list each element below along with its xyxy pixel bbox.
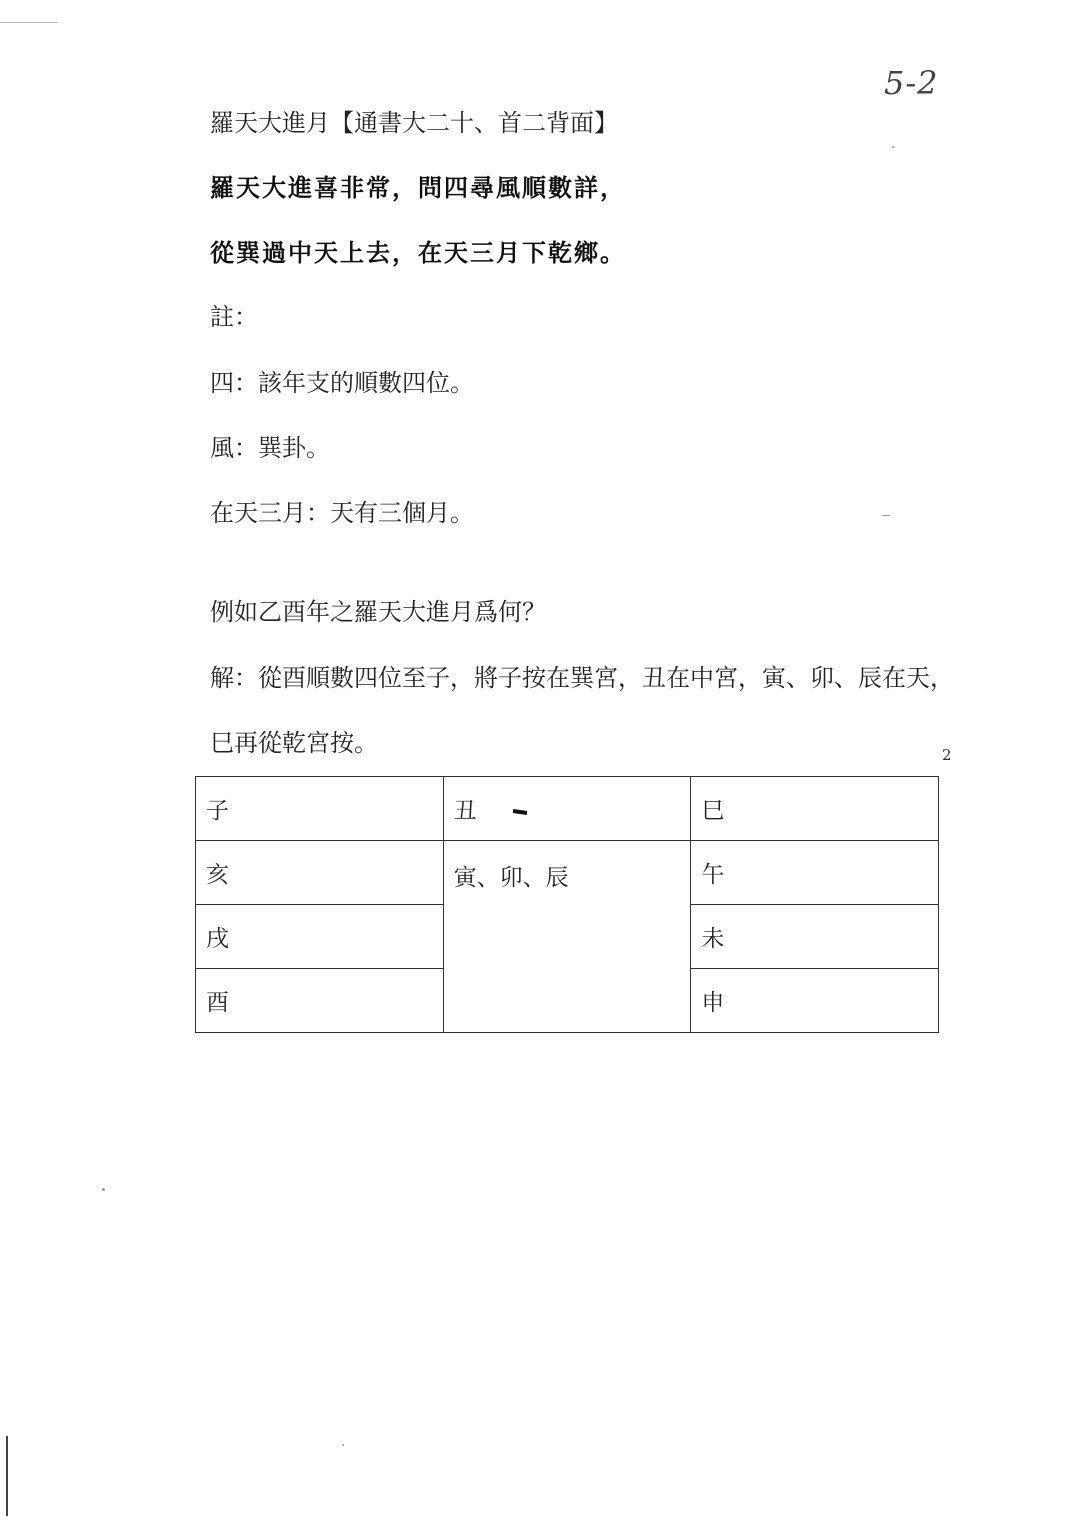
ink-dash-mark <box>512 809 526 815</box>
table-cell: 未 <box>691 905 939 969</box>
page-number: 2 <box>942 746 952 764</box>
table-cell <box>443 777 691 841</box>
scan-speck <box>342 1444 344 1446</box>
document-title: 羅天大進月【通書大二十、首二背面】 <box>210 109 618 137</box>
solution-line-1: 解：從酉順數四位至子，將子按在巽宮，丑在中宮，寅、卯、辰在天， <box>210 664 954 692</box>
scan-speck <box>882 515 890 516</box>
note-line-2: 風：巽卦。 <box>210 434 330 462</box>
scan-speck <box>102 1188 105 1191</box>
table-cell-text: 丑 <box>453 798 477 824</box>
verse-line-1: 羅天大進喜非常，問四尋風順數詳， <box>210 174 626 202</box>
table-cell-merged: 寅、卯、辰 <box>443 841 691 1033</box>
table-cell: 酉 <box>196 969 444 1033</box>
table-cell: 申 <box>691 969 939 1033</box>
solution-line-2: 巳再從乾宮按。 <box>210 729 378 757</box>
verse-line-2: 從巽過中天上去，在天三月下乾鄉。 <box>210 239 626 267</box>
note-line-1: 四：該年支的順數四位。 <box>210 369 474 397</box>
table-cell: 子 <box>196 777 444 841</box>
left-edge-line <box>6 1436 8 1516</box>
note-label: 註： <box>210 303 258 331</box>
table-cell: 午 <box>691 841 939 905</box>
table-cell: 亥 <box>196 841 444 905</box>
table-row <box>196 841 939 905</box>
palace-grid-table <box>195 776 939 1033</box>
table-cell: 戌 <box>196 905 444 969</box>
example-question: 例如乙酉年之羅天大進月爲何？ <box>210 598 546 626</box>
table-row <box>196 777 939 841</box>
handwritten-page-mark: 5-2 <box>884 64 939 102</box>
note-line-3: 在天三月：天有三個月。 <box>210 499 474 527</box>
scan-speck <box>892 146 894 148</box>
top-edge-line <box>0 22 58 23</box>
table-cell: 巳 <box>691 777 939 841</box>
